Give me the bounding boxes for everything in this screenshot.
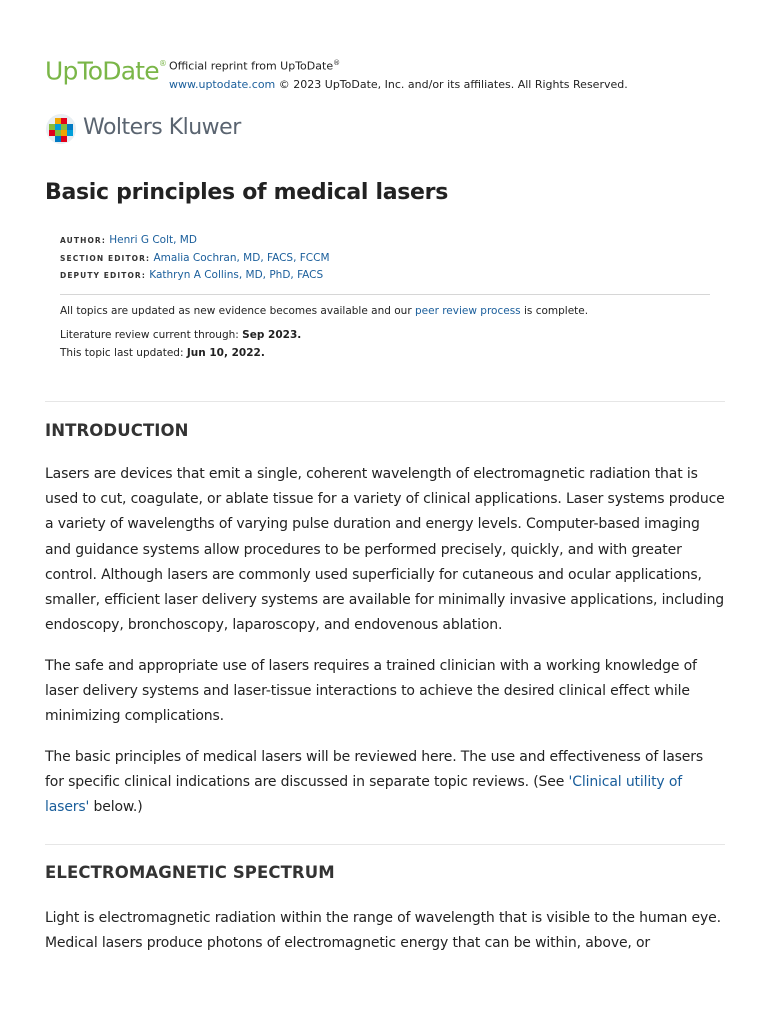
page-title: Basic principles of medical lasers (45, 180, 449, 205)
copyright-text: © 2023 UpToDate, Inc. and/or its affiliates. All Rights Reserved. (275, 77, 628, 91)
reprint-text: Official reprint from UpToDate (169, 59, 334, 73)
wolters-kluwer-name: Wolters Kluwer (83, 115, 241, 140)
deputy-editor-role-label: DEPUTY EDITOR (60, 271, 142, 280)
section-editor-role-label: SECTION EDITOR (60, 253, 147, 263)
section-editor-row: SECTION EDITOR: Amalia Cochran, MD, FACS, FCCM (60, 251, 330, 264)
uptodate-site-link[interactable]: www.uptodate.com (169, 77, 276, 91)
update-note: All topics are updated as new evidence becomes available and our peer review process is complete. (60, 304, 589, 317)
intro-paragraph-3: The basic principles of medical lasers will be reviewed here. The use and effectiveness of lasers for specific clinical indications are discussed in separate topic reviews. (See 'Clinical utility of lasers' below.) (45, 749, 704, 816)
section-heading-introduction: INTRODUCTION (45, 421, 189, 440)
author-link[interactable]: Henri G Colt, MD (109, 234, 197, 246)
intro-paragraph-2: The safe and appropriate use of lasers requires a trained clinician with a working knowledge of laser delivery systems and laser-tissue interactions to achieve the desired clinical effect while minimizing complications. (45, 658, 697, 725)
wolters-kluwer-mark-icon (45, 113, 77, 145)
section-divider (45, 844, 725, 845)
deputy-editor-row: DEPUTY EDITOR: Kathryn A Collins, MD, PhD, FACS (60, 269, 324, 281)
reprint-header (45, 52, 725, 92)
section-editor-link[interactable]: Amalia Cochran, MD, FACS, FCCM (153, 251, 330, 264)
section-divider (45, 401, 725, 402)
uptodate-logo[interactable]: UpToDate® (45, 56, 167, 86)
clinical-utility-link[interactable]: 'Clinical utility of lasers' (45, 774, 683, 816)
peer-review-link[interactable]: peer review process (414, 304, 521, 317)
last-updated-date: This topic last updated: Jun 10, 2022. (60, 346, 265, 359)
reprint-notice: Official reprint from UpToDate® www.uptodate.com © 2023 UpToDate, Inc. and/or its affiliates. All Rights Reserved. (169, 59, 628, 91)
spectrum-paragraph-1: Light is electromagnetic radiation within the range of wavelength that is visible to the human eye. Medical lasers produce photons of electromagnetic energy that can be within, above, or (45, 910, 721, 952)
author-row: AUTHOR: Henri G Colt, MD (60, 234, 197, 246)
topic-meta (60, 232, 710, 362)
deputy-editor-link[interactable]: Kathryn A Collins, MD, PhD, FACS (149, 269, 324, 281)
lit-review-date: Literature review current through: Sep 2023. (60, 329, 302, 341)
author-role-label: AUTHOR (60, 236, 102, 245)
meta-divider (60, 294, 710, 295)
intro-paragraph-1: Lasers are devices that emit a single, coherent wavelength of electromagnetic radiation that is used to cut, coagulate, or ablate tissue for a variety of clinical applications. Laser systems produce a variety of wavelengths of varying pulse duration and energy levels. Computer-based imaging and guidance systems allow procedures to be performed precisely, quickly, and with greater control. Although lasers are commonly used superficially for cutaneous and ocular applications, smaller, efficient laser delivery systems are available for minimally invasive applications, including endoscopy, bronchoscopy, laparoscopy, and endovenous ablation. (45, 466, 725, 634)
section-heading-electromagnetic-spectrum: ELECTROMAGNETIC SPECTRUM (45, 863, 335, 882)
